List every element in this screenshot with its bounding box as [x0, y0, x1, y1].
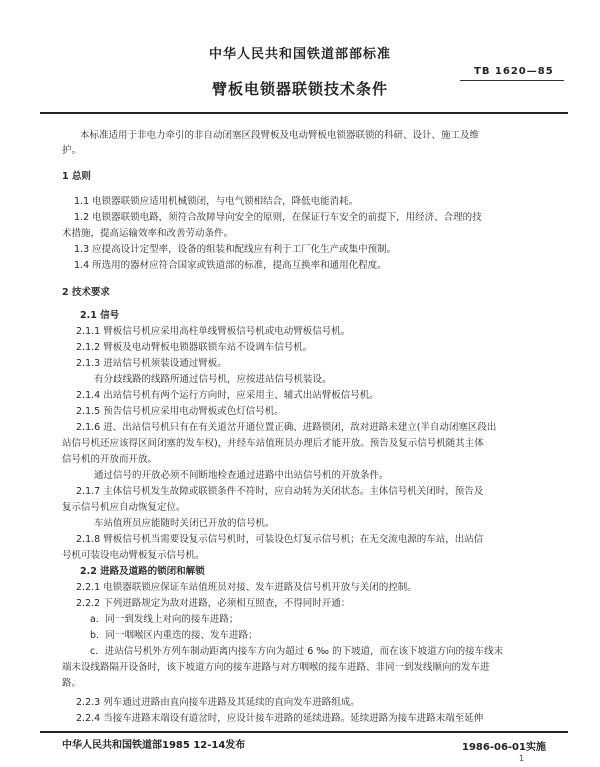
page-number: 1 [519, 754, 525, 763]
clause-2-1-1: 2.1.1 臂板信号机应采用高柱单线臂板信号机或电动臂板信号机。 [76, 326, 351, 337]
intro-line-2: 护。 [62, 145, 82, 156]
header-rule [40, 112, 568, 114]
clause-2-1-4: 2.1.4 出站信号机有两个运行方向时，应采用主、辅式出站臂板信号机。 [76, 390, 379, 401]
clause-2-1-3-note: 有分歧线路的线路所通过信号机，应按进站信号机装设。 [94, 374, 332, 385]
document-title: 臂板电锁器联锁技术条件 [211, 80, 388, 98]
clause-2-2-2-c-line-3: 路。 [62, 678, 82, 689]
clause-2-1-3: 2.1.3 进站信号机须装设通过臂板。 [76, 358, 227, 369]
clause-1-2-line-1: 1.2 电锁器联锁电路，须符合故障导向安全的原则，在保证行车安全的前提下，用经济、合理的技 [74, 212, 482, 223]
standard-number: TB 1620—85 [474, 66, 554, 77]
section-1-heading: 1 总则 [62, 171, 91, 182]
clause-2-1-7-line-1: 2.1.7 主体信号机发生故障或联锁条件不符时，应自动转为关闭状态。主体信号机关闭时，预告及 [76, 486, 484, 497]
clause-2-1-8-line-1: 2.1.8 臂板信号机当需要设复示信号机时，可装设色灯复示信号机；在无交流电源的车站，出站信 [76, 534, 484, 545]
intro-line-1: 本标准适用于非电力牵引的非自动闭塞区段臂板及电动臂板电锁器联锁的科研、设计、施工及维 [80, 130, 480, 141]
clause-2-1-5: 2.1.5 预告信号机应采用电动臂板或色灯信号机。 [76, 406, 284, 417]
clause-2-2-2-c-line-2: 端未设线路隔开设备时，该下坡道方向的接车进路与对方咽喉的接车进路、非同一到发线顺向的发车进 [62, 662, 490, 673]
clause-2-1-6-line-3: 信号机的开放而开放。 [62, 454, 158, 465]
issuer-heading: 中华人民共和国铁道部部标准 [208, 47, 391, 62]
clause-2-1-2: 2.1.2 臂板及电动臂板电锁器联锁车站不设调车信号机。 [76, 342, 313, 353]
issue-date: 中华人民共和国铁道部1985 12-14发布 [62, 740, 246, 751]
clause-1-1: 1.1 电锁器联锁应适用机械锁闭，与电气锁相结合，降低电能消耗。 [74, 196, 359, 207]
footer-rule [40, 731, 568, 733]
clause-2-1-8-line-2: 号机可装设电动臂板复示信号机。 [62, 550, 205, 561]
clause-2-2-3: 2.2.3 列车通过进路由直向接车进路及其延续的直向发车进路组成。 [76, 697, 360, 708]
clause-2-1-6-line-1: 2.1.6 进、出站信号机只有在有关道岔开通位置正确、进路锁闭，敌对进路未建立(半自动闭塞区段出 [76, 422, 497, 433]
clause-2-2-2: 2.2.2 下列进路规定为敌对进路，必须相互照查，不得同时开通： [76, 598, 351, 609]
clause-2-2-4: 2.2.4 当接车进路末端设有道岔时，应设计接车进路的延续进路。延续进路为接车进路末端至延伸 [76, 713, 484, 724]
subsection-2-2: 2.2 进路及道路的锁闭和解锁 [80, 566, 205, 577]
clause-1-2-line-2: 术措施，提高运输效率和改善劳动条件。 [62, 228, 234, 239]
clause-2-2-1: 2.2.1 电锁器联锁应保证车站值班员对接、发车进路及信号机开放与关闭的控制。 [76, 582, 417, 593]
clause-2-1-6-line-2: 站信号机还应该得区间闭塞的发车权)，并经车站值班员办理后才能开放。预告及复示信号机随其主体 [62, 438, 484, 449]
clause-2-1-6-note: 通过信号的开放必须不间断地检查通过进路中出站信号机的开放条件。 [94, 470, 389, 481]
clause-2-1-7-note: 车站值班员应能随时关闭已开放的信号机。 [94, 518, 275, 529]
clause-2-1-7-line-2: 复示信号机应自动恢复定位。 [62, 502, 186, 513]
clause-2-2-2-c-line-1: c．进站信号机外方列车制动距离内接车方向为超过 6 ‰ 的下坡道，而在该下坡道方向的接车线末 [90, 646, 504, 657]
clause-2-2-2-a: a．同一到发线上对向的接车进路； [90, 614, 239, 625]
section-2-heading: 2 技术要求 [62, 287, 110, 298]
clause-1-3: 1.3 应提高设计定型率，设备的组装和配线应有利于工厂化生产或集中预制。 [74, 244, 397, 255]
effective-date: 1986-06-01实施 [462, 742, 546, 753]
subsection-2-1: 2.1 信号 [80, 310, 120, 321]
clause-1-4: 1.4 所选用的器材应符合国家或铁道部的标准，提高互换率和通用化程度。 [74, 260, 387, 271]
clause-2-2-2-b: b．同一咽喉区内重迭的接、发车进路； [90, 630, 258, 641]
